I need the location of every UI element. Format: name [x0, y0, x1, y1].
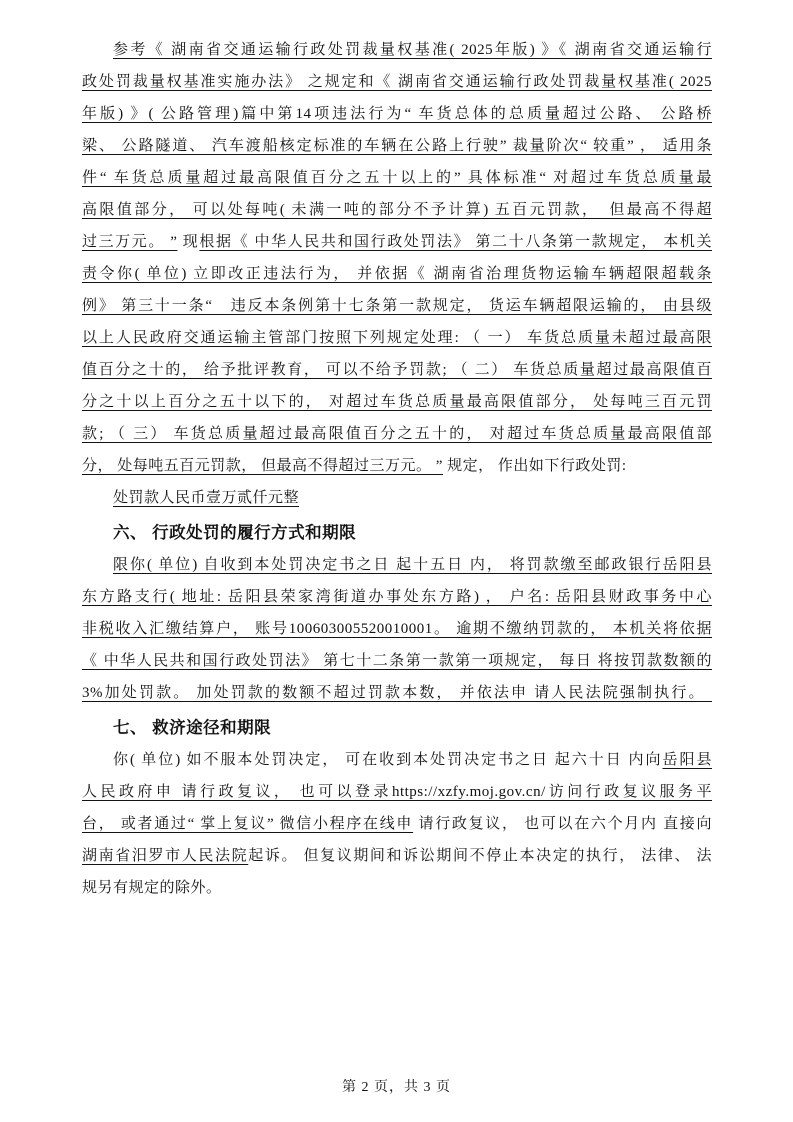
underlined-text-segment: 湖南省汨罗市人民法院 [82, 848, 249, 864]
text-segment: 规另有规定的除外。 [82, 880, 222, 896]
text-line [82, 386, 712, 418]
underlined-text-segment: 高限值部分， 可以处每吨( 未满一吨的部分不予计算) 五百元罚款， 但最高不得超 [82, 202, 712, 218]
text-segment: 现 [177, 234, 200, 250]
text-line [82, 744, 712, 776]
text-line [82, 290, 712, 322]
underlined-text-segment: 参考《 湖南省交通运输行政处罚裁量权基准( 2025年版) 》《 湖南省交通运输行 [113, 42, 712, 58]
remedies-paragraph [82, 744, 712, 904]
penalty-amount-paragraph [82, 482, 712, 514]
underlined-text-segment: 以上人民政府交通运输主管部门按照下列规定处理: （ 一） 车货总质量未超过最高限 [82, 330, 712, 346]
text-line [82, 613, 712, 645]
payment-instructions-paragraph [82, 549, 712, 709]
text-line [82, 581, 712, 613]
text-line [82, 226, 712, 258]
penalty-basis-paragraph [82, 34, 712, 482]
underlined-text-segment: 非税收入汇缴结算户， 账号100603005520010001。 逾期不缴纳罚款的， 本机关将依据 [82, 621, 712, 637]
underlined-text-segment: 值百分之十的， 给予批评教育， 可以不给予罚款; （ 二） 车货总质量超过最高限值百 [82, 362, 712, 378]
underlined-text-segment: 台， 或者通过“ 掌上复议” 微信小程序在线申 [82, 816, 414, 832]
text-line [82, 776, 712, 808]
underlined-text-segment: 东方路支行( 地址: 岳阳县荣家湾街道办事处东方路) ， 户名: 岳阳县财政事务中心 [82, 589, 712, 605]
text-line [82, 322, 712, 354]
underlined-text-segment: 人民政府申 请行政复议， 也可以登录https://xzfy.moj.gov.cn/访问行政复议服务平 [82, 784, 712, 800]
underlined-text-segment: 根据《 中华人民共和国行政处罚法》 第二十八条第一款规定， 本机关 [199, 234, 712, 250]
text-line [82, 450, 712, 482]
text-line [82, 130, 712, 162]
underlined-text-segment: 责令你( 单位) 立即改正违法行为， 并依据《 湖南省治理货物运输车辆超限超载条 [82, 266, 712, 282]
document-body [82, 34, 712, 904]
text-line [82, 98, 712, 130]
underlined-text-segment: 年版) 》( 公路管理)篇中第14项违法行为“ 车货总体的总质量超过公路、 公路桥 [82, 106, 712, 122]
underlined-text-segment: 《 中华人民共和国行政处罚法》 第七十二条第一款第一项规定， 每日 将按罚款数额的 [82, 653, 712, 669]
text-line [82, 34, 712, 66]
text-line [82, 194, 712, 226]
text-line [82, 66, 712, 98]
text-line [82, 162, 712, 194]
underlined-text-segment: 分之十以上百分之五十以下的， 对超过车货总质量最高限值部分， 处每吨三百元罚 [82, 394, 712, 410]
text-segment: 规定， 作出如下行政处罚: [442, 458, 627, 474]
text-line [82, 808, 712, 840]
text-segment: 请行政复议， 也可以在六个月内 直接向 [413, 816, 712, 832]
text-segment: 起诉。 但复议期间和诉讼期间不停止本决定的执行， 法律、 法 [248, 848, 712, 864]
text-line [82, 258, 712, 290]
section-6-heading: 六、 行政处罚的履行方式和期限 [113, 524, 357, 542]
text-line [82, 549, 712, 581]
underlined-text-segment: 处罚款人民币壹万贰仟元整 [113, 490, 300, 506]
underlined-text-segment: 件“ 车货总质量超过最高限值百分之五十以上的” 具体标准“ 对超过车货总质量最 [82, 170, 712, 186]
text-segment: 你( 单位) 如不服本处罚决定， 可在收到本处罚决定书之日 起六十日 内向 [113, 752, 663, 768]
underlined-text-segment: 过三万元。 ” [82, 234, 178, 250]
underlined-text-segment: 梁、 公路隧道、 汽车渡船核定标准的车辆在公路上行驶” 裁量阶次“ 较重” ， 适用条 [82, 138, 712, 154]
text-line [82, 645, 712, 677]
underlined-text-segment: 例》 第三十一条“ 违反本条例第十七条第一款规定， 货运车辆超限运输的， 由县级 [82, 298, 712, 314]
page-number-footer: 第 2 页，共 3 页 [342, 1080, 451, 1095]
underlined-text-segment: 限你( 单位) 自收到本处罚决定书之日 起十五日 内， 将罚款缴至邮政银行岳阳县 [113, 557, 712, 573]
underlined-text-segment: 分， 处每吨五百元罚款， 但最高不得超过三万元。 ” [82, 458, 443, 474]
text-line [82, 677, 712, 709]
underlined-text-segment: 政处罚裁量权基准实施办法》 之规定和《 湖南省交通运输行政处罚裁量权基准( 2025 [82, 74, 712, 90]
underlined-text-segment: 3%加处罚款。 加处罚款的数额不超过罚款本数， 并依法申 请人民法院强制执行。 [82, 685, 712, 701]
text-line [82, 482, 712, 514]
text-line [82, 840, 712, 872]
underlined-text-segment: 岳阳县 [662, 752, 712, 768]
text-line [82, 354, 712, 386]
text-line [82, 418, 712, 450]
underlined-text-segment: 款; （ 三） 车货总质量超过最高限值百分之五十的， 对超过车货总质量最高限值部 [82, 426, 712, 442]
text-line [82, 872, 712, 904]
section-7-heading: 七、 救济途径和期限 [113, 719, 272, 737]
